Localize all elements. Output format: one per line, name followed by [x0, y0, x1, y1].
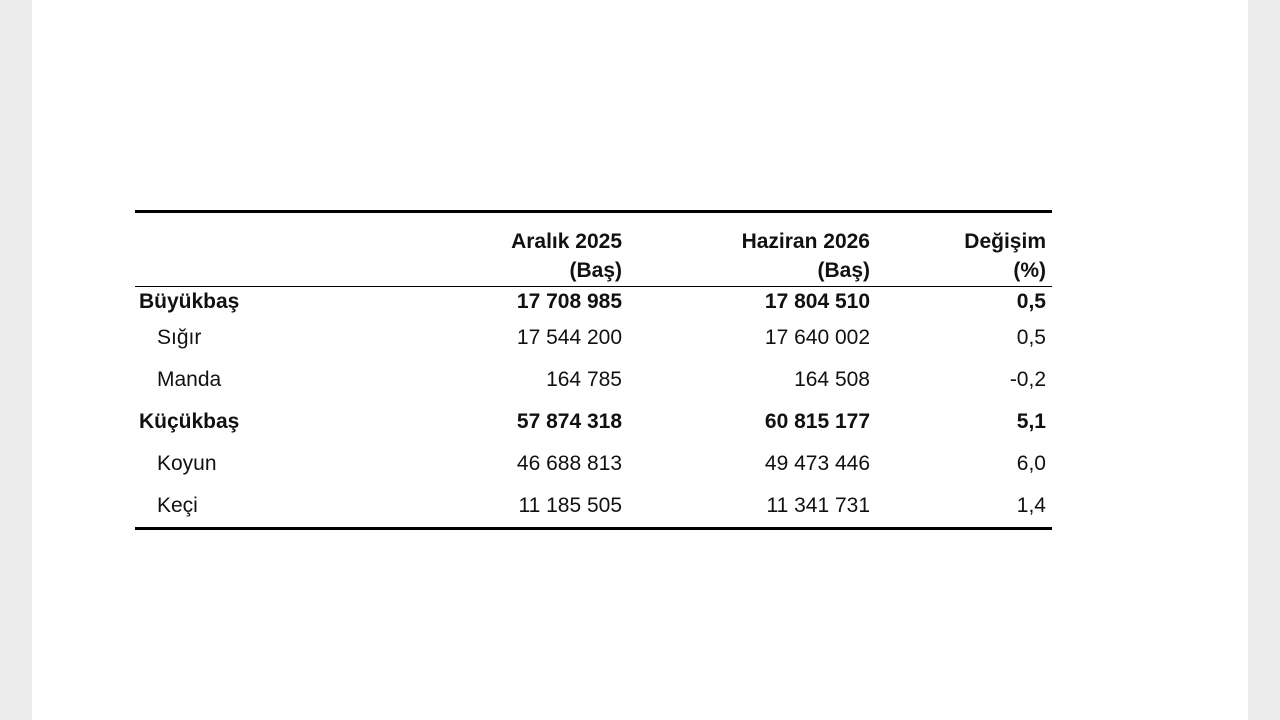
cell-change-percent: -0,2 [1009, 368, 1046, 391]
cell-change-percent: 0,5 [1016, 326, 1046, 349]
cell-june-2026: 11 341 731 [628, 485, 876, 529]
row-label: Koyun [157, 452, 217, 475]
table-row-sigir [135, 317, 1052, 359]
cell-change-percent: 1,4 [876, 485, 1052, 529]
header-change-percent: Değişim (%) [876, 212, 1052, 287]
table-row-buyukbas [135, 287, 1052, 318]
cell-june-2026: 60 815 177 [764, 410, 870, 433]
row-label: Küçükbaş [139, 410, 240, 433]
row-label: Büyükbaş [139, 290, 240, 313]
cell-june-2026: 17 804 510 [764, 290, 870, 313]
cell-june-2026: 164 508 [794, 368, 870, 391]
row-label: Keçi [135, 485, 385, 529]
row-label: Sığır [157, 326, 202, 349]
cell-december-2025: 57 874 318 [516, 410, 622, 433]
livestock-table [135, 210, 1052, 530]
livestock-table-container [135, 210, 1052, 530]
table-row-keci [135, 485, 1052, 529]
header-empty-cell [135, 212, 385, 287]
table-row-kucukbas [135, 401, 1052, 443]
table-row-koyun [135, 443, 1052, 485]
cell-change-percent: 6,0 [1016, 452, 1046, 475]
cell-december-2025: 46 688 813 [516, 452, 622, 475]
cell-december-2025: 17 708 985 [516, 290, 622, 313]
cell-june-2026: 17 640 002 [764, 326, 870, 349]
cell-change-percent: 5,1 [1016, 410, 1046, 433]
cell-december-2025: 17 544 200 [516, 326, 622, 349]
table-header-row [135, 212, 1052, 287]
cell-december-2025: 164 785 [546, 368, 622, 391]
cell-change-percent: 0,5 [1016, 290, 1046, 313]
header-june-2026: Haziran 2026 (Baş) [628, 212, 876, 287]
cell-december-2025: 11 185 505 [385, 485, 628, 529]
header-december-2025: Aralık 2025 (Baş) [385, 212, 628, 287]
row-label: Manda [157, 368, 222, 391]
document-page [32, 0, 1248, 720]
cell-june-2026: 49 473 446 [764, 452, 870, 475]
table-row-manda [135, 359, 1052, 401]
